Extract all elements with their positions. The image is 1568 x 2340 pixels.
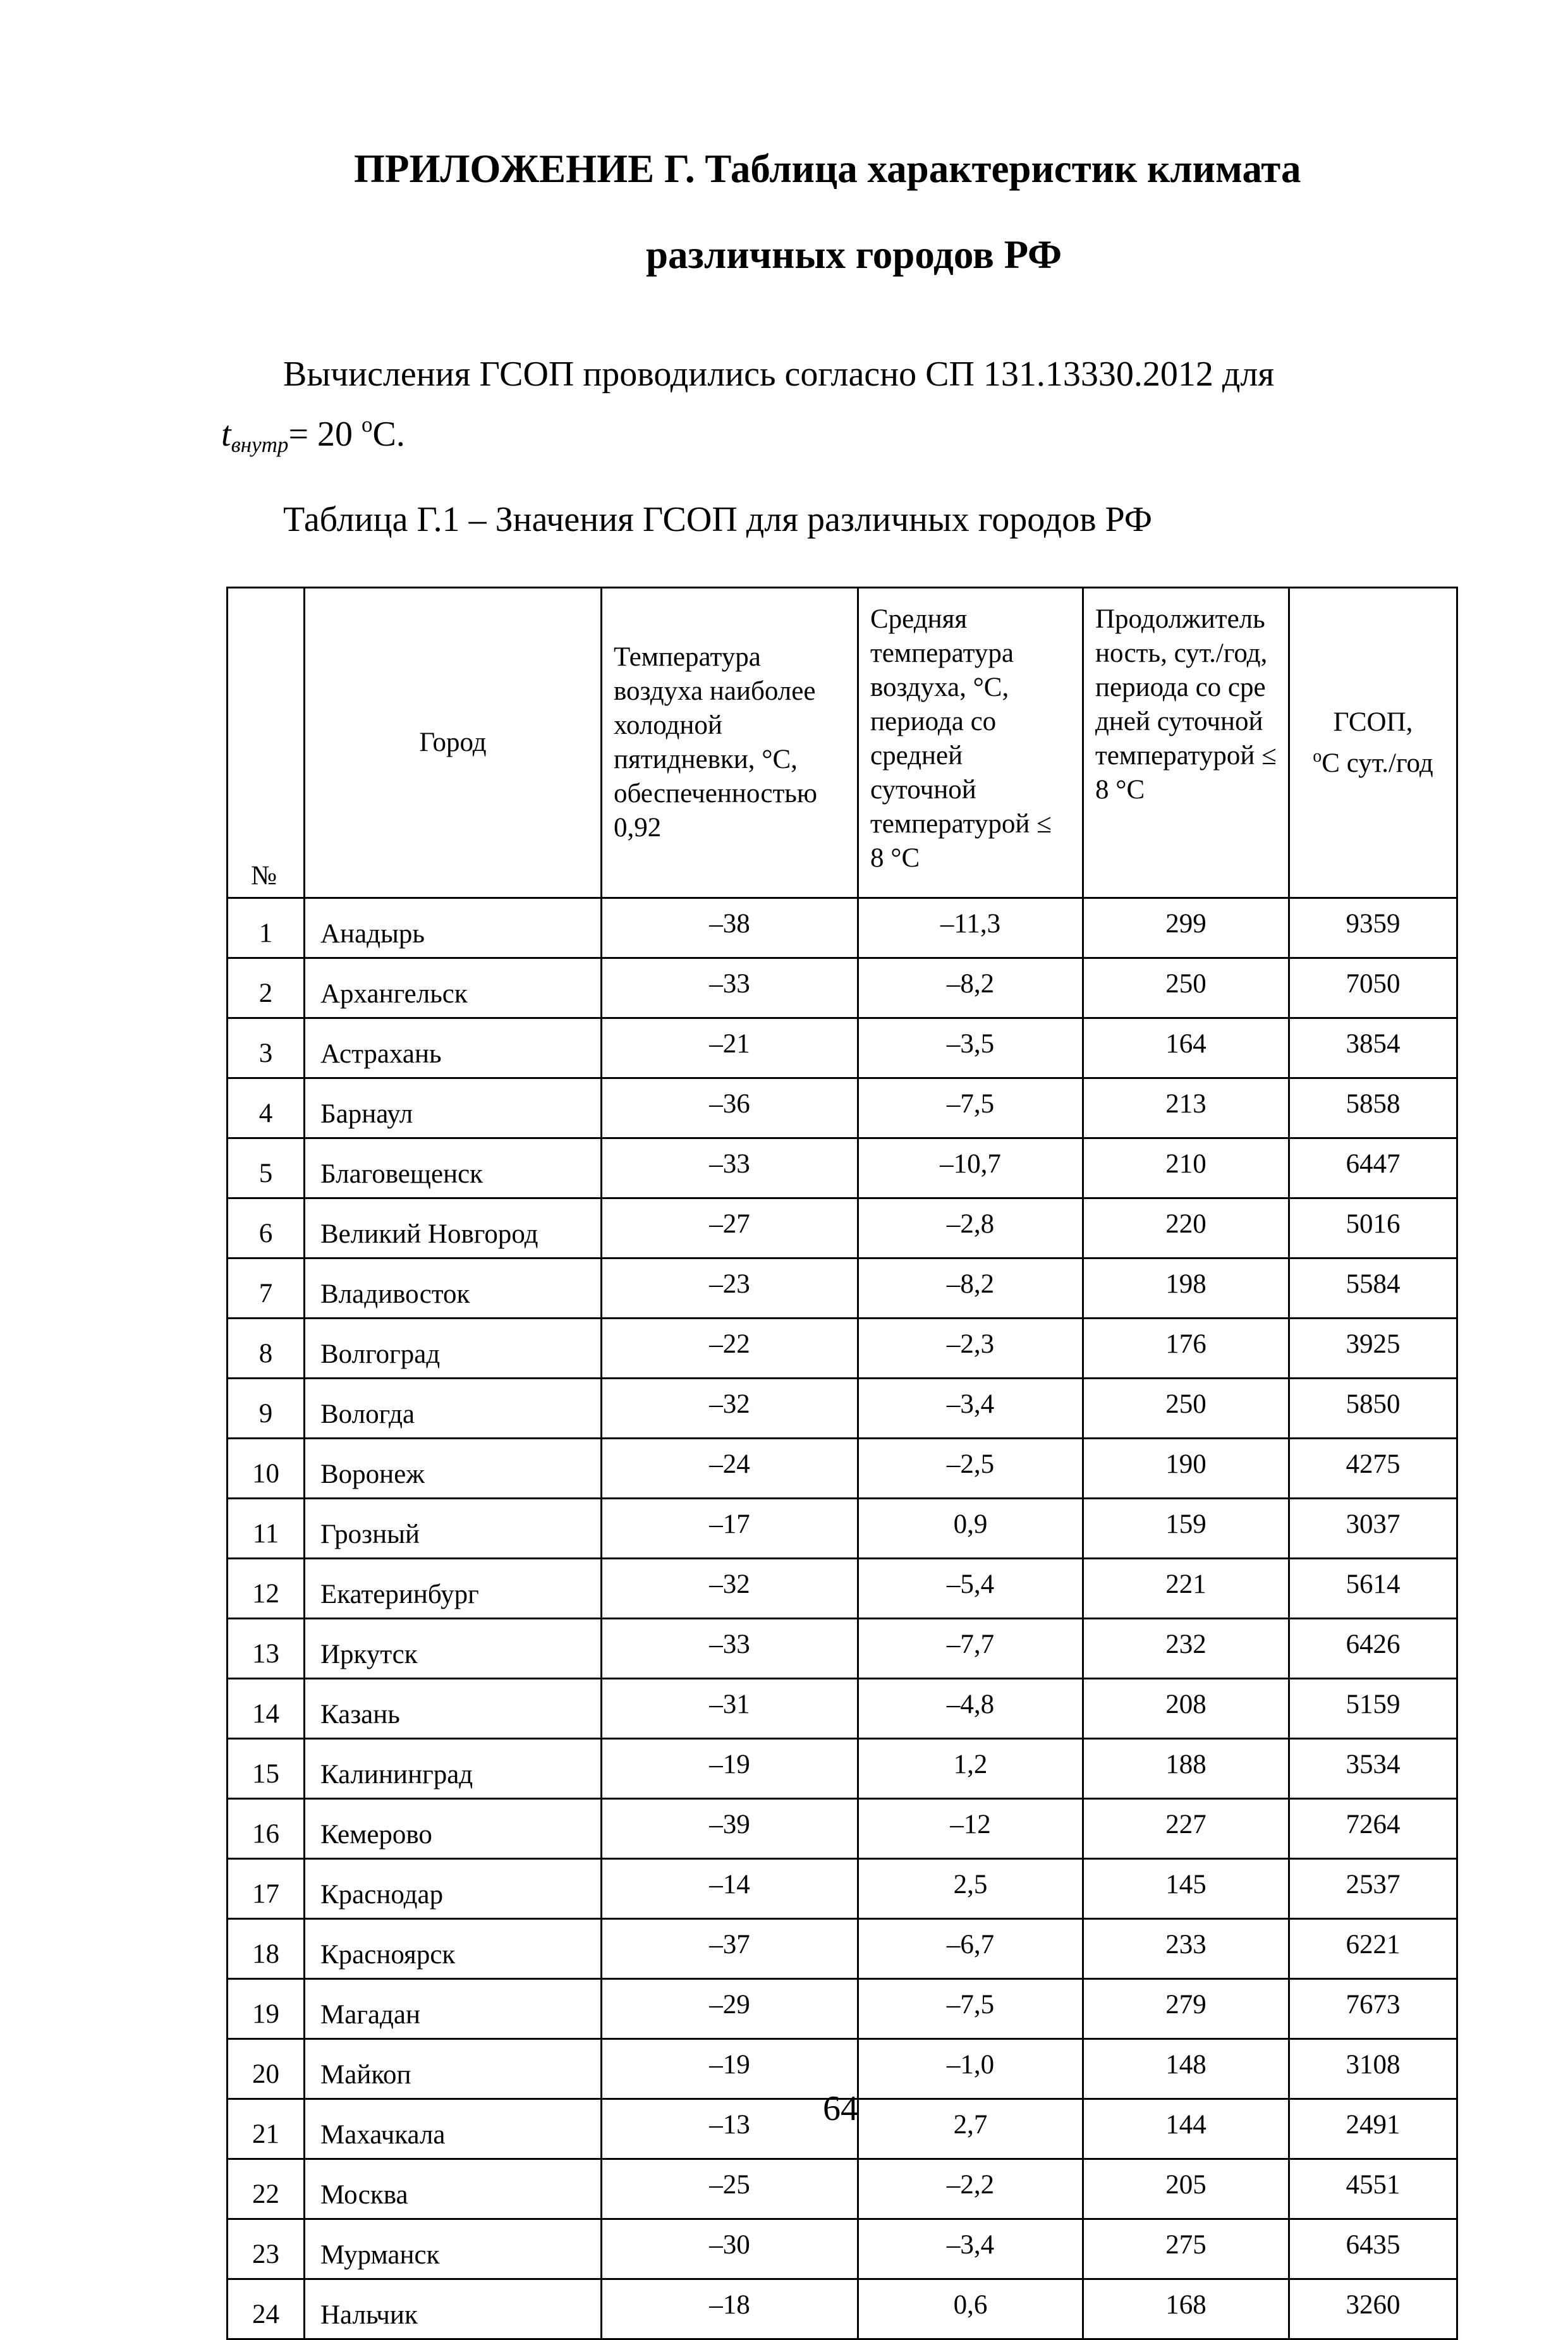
row-coldest-temp: –33 — [602, 1619, 858, 1679]
row-number: 17 — [228, 1859, 305, 1919]
row-mean-temp: 1,2 — [858, 1739, 1083, 1799]
intro-formula — [221, 412, 405, 458]
row-city: Астрахань — [305, 1018, 602, 1078]
row-mean-temp: –1,0 — [858, 2039, 1083, 2099]
row-coldest-temp: –38 — [602, 898, 858, 958]
table-row — [228, 2219, 1457, 2279]
table-row — [228, 1559, 1457, 1619]
header-duration-period: Продолжительность, сут./год, периода со средней суточной температурой ≤ 8 °С — [1083, 588, 1289, 898]
row-mean-temp: –7,7 — [858, 1619, 1083, 1679]
row-city: Благовещенск — [305, 1138, 602, 1198]
heading-line-1: ПРИЛОЖЕНИЕ Г. Таблица характеристик климата — [354, 147, 1301, 191]
header-mean-temp-period: Средняя температура воздуха, °С, периода со средней суточной температурой ≤ 8 °С — [858, 588, 1083, 898]
header-gsop — [1289, 588, 1457, 898]
row-mean-temp: –3,4 — [858, 2219, 1083, 2279]
row-number: 3 — [228, 1018, 305, 1078]
page-number: 64 — [823, 2089, 858, 2128]
table-row — [228, 1739, 1457, 1799]
row-mean-temp: 2,7 — [858, 2099, 1083, 2159]
row-duration: 227 — [1083, 1799, 1289, 1859]
row-number: 19 — [228, 1979, 305, 2039]
heading-line-2: различных городов РФ — [646, 233, 1062, 277]
row-number: 14 — [228, 1679, 305, 1739]
table-row — [228, 1078, 1457, 1138]
row-city: Екатеринбург — [305, 1559, 602, 1619]
row-coldest-temp: –31 — [602, 1679, 858, 1739]
row-city: Магадан — [305, 1979, 602, 2039]
unit-tail: С. — [372, 415, 405, 454]
row-gsop: 6435 — [1289, 2219, 1457, 2279]
row-duration: 164 — [1083, 1018, 1289, 1078]
table-row — [228, 1258, 1457, 1319]
row-duration: 188 — [1083, 1739, 1289, 1799]
row-number: 21 — [228, 2099, 305, 2159]
row-gsop: 3260 — [1289, 2279, 1457, 2339]
table-row — [228, 1859, 1457, 1919]
row-number: 23 — [228, 2219, 305, 2279]
row-duration: 275 — [1083, 2219, 1289, 2279]
row-coldest-temp: –19 — [602, 1739, 858, 1799]
row-number: 10 — [228, 1439, 305, 1499]
row-gsop: 5614 — [1289, 1559, 1457, 1619]
gsop-degree: o — [1313, 746, 1322, 766]
row-mean-temp: –11,3 — [858, 898, 1083, 958]
row-coldest-temp: –37 — [602, 1919, 858, 1979]
row-coldest-temp: –39 — [602, 1799, 858, 1859]
row-city: Казань — [305, 1679, 602, 1739]
row-mean-temp: 0,9 — [858, 1499, 1083, 1559]
table-row — [228, 2279, 1457, 2339]
table-row — [228, 1018, 1457, 1078]
row-duration: 233 — [1083, 1919, 1289, 1979]
row-gsop: 9359 — [1289, 898, 1457, 958]
row-coldest-temp: –22 — [602, 1319, 858, 1379]
row-mean-temp: –8,2 — [858, 1258, 1083, 1319]
row-number: 5 — [228, 1138, 305, 1198]
row-duration: 250 — [1083, 958, 1289, 1018]
row-coldest-temp: –13 — [602, 2099, 858, 2159]
degree-mark: o — [362, 412, 373, 437]
row-duration: 250 — [1083, 1379, 1289, 1439]
row-mean-temp: –3,4 — [858, 1379, 1083, 1439]
row-gsop: 5584 — [1289, 1258, 1457, 1319]
row-number: 4 — [228, 1078, 305, 1138]
row-city: Нальчик — [305, 2279, 602, 2339]
equals-value: = 20 — [288, 415, 362, 454]
row-gsop: 4275 — [1289, 1439, 1457, 1499]
t-symbol: t — [221, 415, 231, 454]
row-city: Анадырь — [305, 898, 602, 958]
row-number: 7 — [228, 1258, 305, 1319]
gsop-label: ГСОП, — [1333, 707, 1413, 737]
row-city: Волгоград — [305, 1319, 602, 1379]
row-coldest-temp: –29 — [602, 1979, 858, 2039]
row-coldest-temp: –18 — [602, 2279, 858, 2339]
row-gsop: 6426 — [1289, 1619, 1457, 1679]
row-city: Москва — [305, 2159, 602, 2219]
row-coldest-temp: –32 — [602, 1559, 858, 1619]
row-city: Грозный — [305, 1499, 602, 1559]
row-number: 15 — [228, 1739, 305, 1799]
row-duration: 198 — [1083, 1258, 1289, 1319]
row-city: Калининград — [305, 1739, 602, 1799]
row-coldest-temp: –33 — [602, 1138, 858, 1198]
t-subscript: внутр — [231, 432, 289, 457]
row-city: Майкоп — [305, 2039, 602, 2099]
header-coldest-five-day-temp: Температура воздуха наиболее холодной пятидневки, °С, обеспеченностью 0,92 — [602, 588, 858, 898]
table-header-row — [228, 588, 1457, 898]
row-duration: 232 — [1083, 1619, 1289, 1679]
row-city: Махачкала — [305, 2099, 602, 2159]
row-gsop: 3037 — [1289, 1499, 1457, 1559]
row-coldest-temp: –25 — [602, 2159, 858, 2219]
row-city: Кемерово — [305, 1799, 602, 1859]
table-row — [228, 1198, 1457, 1258]
row-number: 16 — [228, 1799, 305, 1859]
row-coldest-temp: –30 — [602, 2219, 858, 2279]
row-mean-temp: –3,5 — [858, 1018, 1083, 1078]
row-duration: 176 — [1083, 1319, 1289, 1379]
row-mean-temp: –4,8 — [858, 1679, 1083, 1739]
row-gsop: 2491 — [1289, 2099, 1457, 2159]
gsop-unit: С сут./год — [1322, 748, 1433, 778]
row-number: 9 — [228, 1379, 305, 1439]
header-city: Город — [305, 588, 602, 898]
row-number: 18 — [228, 1919, 305, 1979]
row-gsop: 5016 — [1289, 1198, 1457, 1258]
row-gsop: 6221 — [1289, 1919, 1457, 1979]
row-gsop: 3534 — [1289, 1739, 1457, 1799]
row-duration: 220 — [1083, 1198, 1289, 1258]
table-row — [228, 1138, 1457, 1198]
row-duration: 299 — [1083, 898, 1289, 958]
row-duration: 221 — [1083, 1559, 1289, 1619]
row-coldest-temp: –27 — [602, 1198, 858, 1258]
row-duration: 210 — [1083, 1138, 1289, 1198]
row-duration: 279 — [1083, 1979, 1289, 2039]
row-gsop: 2537 — [1289, 1859, 1457, 1919]
row-duration: 145 — [1083, 1859, 1289, 1919]
table-row — [228, 898, 1457, 958]
row-city: Барнаул — [305, 1078, 602, 1138]
row-number: 8 — [228, 1319, 305, 1379]
row-gsop: 3925 — [1289, 1319, 1457, 1379]
row-number: 11 — [228, 1499, 305, 1559]
table-row — [228, 1979, 1457, 2039]
table-row — [228, 1439, 1457, 1499]
row-number: 12 — [228, 1559, 305, 1619]
row-city: Владивосток — [305, 1258, 602, 1319]
row-duration: 168 — [1083, 2279, 1289, 2339]
row-mean-temp: 2,5 — [858, 1859, 1083, 1919]
row-mean-temp: –2,2 — [858, 2159, 1083, 2219]
row-coldest-temp: –32 — [602, 1379, 858, 1439]
row-mean-temp: –6,7 — [858, 1919, 1083, 1979]
row-gsop: 5858 — [1289, 1078, 1457, 1138]
gsop-table — [226, 587, 1458, 2340]
row-city: Красноярск — [305, 1919, 602, 1979]
table-row — [228, 1319, 1457, 1379]
table-row — [228, 1919, 1457, 1979]
row-mean-temp: 0,6 — [858, 2279, 1083, 2339]
row-city: Воронеж — [305, 1439, 602, 1499]
row-duration: 159 — [1083, 1499, 1289, 1559]
row-coldest-temp: –21 — [602, 1018, 858, 1078]
row-mean-temp: –5,4 — [858, 1559, 1083, 1619]
row-gsop: 5850 — [1289, 1379, 1457, 1439]
row-city: Краснодар — [305, 1859, 602, 1919]
table-row — [228, 1499, 1457, 1559]
row-coldest-temp: –23 — [602, 1258, 858, 1319]
row-city: Архангельск — [305, 958, 602, 1018]
row-number: 20 — [228, 2039, 305, 2099]
row-number: 6 — [228, 1198, 305, 1258]
row-coldest-temp: –17 — [602, 1499, 858, 1559]
row-number: 2 — [228, 958, 305, 1018]
row-city: Иркутск — [305, 1619, 602, 1679]
row-duration: 205 — [1083, 2159, 1289, 2219]
table-row — [228, 958, 1457, 1018]
row-coldest-temp: –24 — [602, 1439, 858, 1499]
row-coldest-temp: –33 — [602, 958, 858, 1018]
row-mean-temp: –10,7 — [858, 1138, 1083, 1198]
row-gsop: 6447 — [1289, 1138, 1457, 1198]
row-number: 1 — [228, 898, 305, 958]
table-row — [228, 1679, 1457, 1739]
row-mean-temp: –2,5 — [858, 1439, 1083, 1499]
table-row — [228, 1619, 1457, 1679]
row-gsop: 3108 — [1289, 2039, 1457, 2099]
row-number: 22 — [228, 2159, 305, 2219]
row-gsop: 7673 — [1289, 1979, 1457, 2039]
row-gsop: 4551 — [1289, 2159, 1457, 2219]
intro-text: Вычисления ГСОП проводились согласно СП 131.13330.2012 для — [283, 355, 1275, 394]
row-duration: 190 — [1083, 1439, 1289, 1499]
row-city: Мурманск — [305, 2219, 602, 2279]
row-mean-temp: –12 — [858, 1799, 1083, 1859]
row-city: Великий Новгород — [305, 1198, 602, 1258]
row-mean-temp: –7,5 — [858, 1078, 1083, 1138]
header-number: № — [228, 588, 305, 898]
table-row — [228, 1379, 1457, 1439]
table-caption: Таблица Г.1 – Значения ГСОП для различных городов РФ — [283, 500, 1152, 539]
row-duration: 208 — [1083, 1679, 1289, 1739]
row-mean-temp: –7,5 — [858, 1979, 1083, 2039]
row-city: Вологда — [305, 1379, 602, 1439]
table-row — [228, 1799, 1457, 1859]
row-duration: 148 — [1083, 2039, 1289, 2099]
row-coldest-temp: –14 — [602, 1859, 858, 1919]
row-mean-temp: –2,8 — [858, 1198, 1083, 1258]
row-duration: 144 — [1083, 2099, 1289, 2159]
row-number: 24 — [228, 2279, 305, 2339]
row-coldest-temp: –19 — [602, 2039, 858, 2099]
row-mean-temp: –2,3 — [858, 1319, 1083, 1379]
row-number: 13 — [228, 1619, 305, 1679]
row-duration: 213 — [1083, 1078, 1289, 1138]
row-coldest-temp: –36 — [602, 1078, 858, 1138]
row-gsop: 7264 — [1289, 1799, 1457, 1859]
table-row — [228, 2159, 1457, 2219]
row-mean-temp: –8,2 — [858, 958, 1083, 1018]
row-gsop: 7050 — [1289, 958, 1457, 1018]
row-gsop: 3854 — [1289, 1018, 1457, 1078]
row-gsop: 5159 — [1289, 1679, 1457, 1739]
